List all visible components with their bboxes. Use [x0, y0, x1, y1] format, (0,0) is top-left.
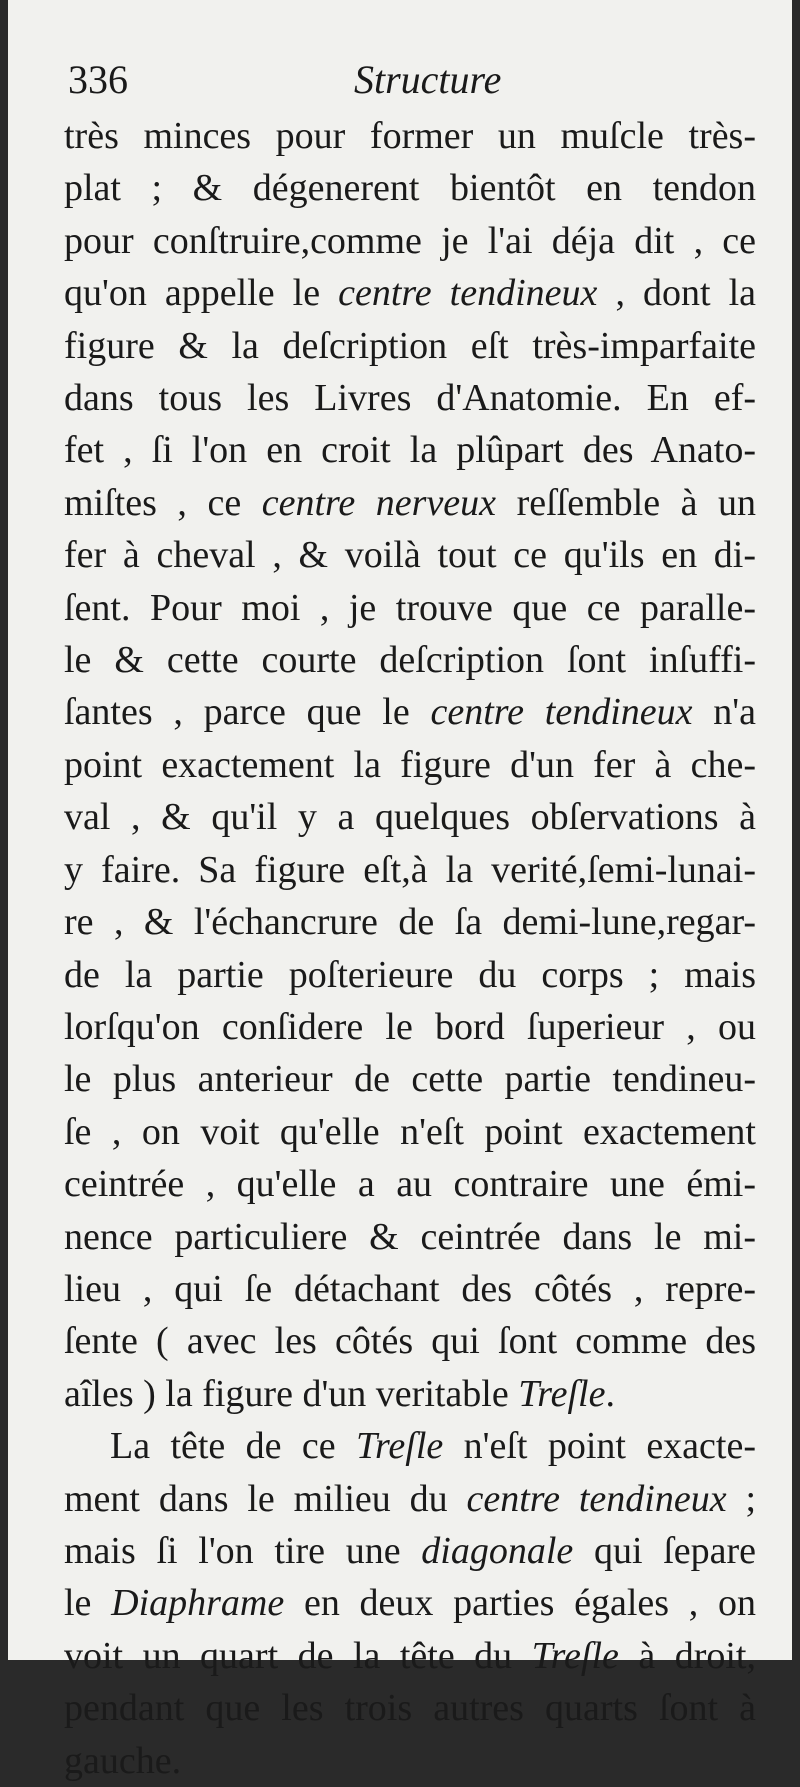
text-line: val , & qu'il y a quelques obſervations à	[64, 796, 756, 839]
text-line: lieu , qui ſe détachant des côtés , repre-	[64, 1267, 756, 1310]
text-line: très minces pour former un muſcle très-	[64, 115, 756, 157]
text-line: le & cette courte deſcription ſont inſuffi-	[64, 639, 756, 682]
text-line: La tête de ce Treſle n'eſt point exacte-	[110, 1425, 756, 1468]
text-line: figure & la deſcription eſt très-imparfaite	[64, 324, 756, 367]
text-line: de la partie poſterieure du corps ; mais	[64, 953, 756, 996]
text-line: voit un quart de la tête du Treſle à droit,	[64, 1634, 756, 1677]
book-page	[8, 0, 792, 1782]
text-line: ſantes , parce que le centre tendineux n'a	[64, 691, 756, 734]
page-header	[64, 50, 756, 110]
text-line: nence particuliere & ceintrée dans le mi-	[64, 1215, 756, 1258]
text-line: fet , ſi l'on en croit la plûpart des Anato-	[64, 429, 756, 472]
text-line: plat ; & dégenerent bientôt en tendon	[64, 167, 756, 210]
text-line: le Diaphrame en deux parties égales , on	[64, 1582, 756, 1625]
text-line: ceintrée , qu'elle a au contraire une émi-	[64, 1163, 756, 1206]
text-line: ſe , on voit qu'elle n'eſt point exactement	[64, 1110, 756, 1153]
text-line: fer à cheval , & voilà tout ce qu'ils en di-	[64, 534, 756, 577]
page-number: 336	[68, 57, 128, 102]
text-line: miſtes , ce centre nerveux reſſemble à un	[64, 481, 756, 524]
text-line: ment dans le milieu du centre tendineux ;	[64, 1477, 757, 1520]
text-line: lorſqu'on conſidere le bord ſuperieur , ou	[64, 1005, 756, 1048]
text-line: dans tous les Livres d'Anatomie. En ef-	[64, 377, 756, 420]
text-line: qu'on appelle le centre tendineux , dont la	[64, 272, 757, 315]
text-line: ſent. Pour moi , je trouve que ce paralle-	[64, 586, 756, 629]
text-line: y faire. Sa figure eſt,à la verité,ſemi-lunai-	[64, 848, 756, 891]
text-line: le plus anterieur de cette partie tendineu-	[64, 1058, 756, 1101]
text-line: ſente ( avec les côtés qui ſont comme des	[64, 1320, 756, 1363]
text-line: pendant que les trois autres quarts ſont à	[64, 1687, 756, 1730]
text-line: aîles ) la figure d'un veritable Treſle.	[64, 1372, 615, 1415]
text-line: mais ſi l'on tire une diagonale qui ſepare	[64, 1529, 757, 1572]
text-line: pour conſtruire,comme je l'ai déja dit , ce	[64, 219, 756, 262]
running-title: Structure	[354, 57, 502, 102]
text-line: point exactement la figure d'un fer à che-	[64, 743, 756, 786]
text-line: re , & l'échancrure de ſa demi-lune,regar-	[64, 901, 756, 944]
body-text	[64, 110, 756, 1787]
text-line: gauche.	[64, 1739, 182, 1782]
